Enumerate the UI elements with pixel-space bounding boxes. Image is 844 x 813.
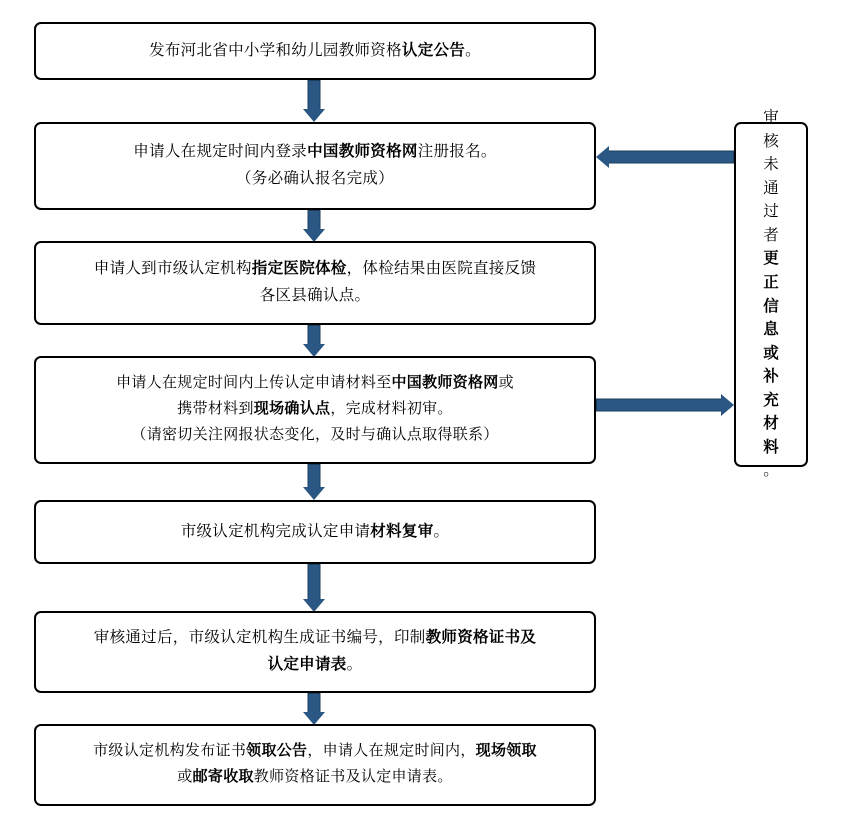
flow-node-rework: [734, 109, 808, 480]
rework-char: 材: [763, 415, 779, 433]
rework-char: 正: [763, 273, 779, 291]
flow-node-step4-line3: （请密切关注网报状态变化，及时与确认点取得联系）: [131, 426, 499, 443]
flow-node-step4: [34, 356, 596, 464]
arrow-head-down-icon: [303, 109, 325, 122]
rework-char: 通: [763, 179, 779, 197]
flow-node-step5-line1: 市级认定机构完成认定申请材料复审。: [180, 522, 450, 540]
flow-node-step1: [34, 22, 596, 80]
connector-rework-step2: [596, 142, 734, 172]
flow-node-step7-line2: 或邮寄收取教师资格证书及认定申请表。: [177, 769, 453, 785]
flow-node-step3-line2: 各区县确认点。: [259, 287, 371, 304]
arrow-head-right-icon: [721, 394, 734, 416]
connector-shaft: [308, 325, 321, 345]
rework-char: 息: [763, 321, 779, 339]
flow-node-step4-line1: 申请人在规定时间内上传认定申请材料至中国教师资格网或: [116, 375, 514, 392]
flow-node-step2-line1: 申请人在规定时间内登录中国教师资格网注册报名。: [133, 143, 497, 161]
rework-char: 审: [763, 109, 779, 127]
flow-node-step3: [34, 241, 596, 325]
rework-char: 更: [763, 250, 779, 268]
connector-step2-step3: [299, 210, 329, 242]
rework-char: 。: [763, 462, 779, 480]
connector-shaft: [308, 80, 321, 110]
flow-node-step7-line1: 市级认定机构发布证书领取公告，申请人在规定时间内，现场领取: [93, 743, 537, 760]
rework-char: 过: [763, 203, 779, 221]
connector-shaft: [608, 151, 734, 164]
connector-step4-step5: [299, 464, 329, 500]
flow-node-step2: [34, 122, 596, 210]
arrow-head-down-icon: [303, 487, 325, 500]
rework-char: 补: [763, 368, 779, 386]
rework-char: 或: [763, 344, 779, 362]
flow-node-step5: [34, 500, 596, 564]
flow-node-step1-line1: 发布河北省中小学和幼儿园教师资格认定公告。: [149, 41, 481, 59]
connector-step5-step6: [299, 564, 329, 612]
rework-char: 料: [763, 438, 779, 456]
rework-char: 核: [763, 132, 779, 150]
rework-char: 信: [763, 297, 779, 315]
connector-shaft: [308, 210, 321, 230]
connector-shaft: [596, 399, 722, 412]
connector-shaft: [308, 693, 321, 713]
connector-step3-step4: [299, 325, 329, 357]
flow-node-step2-line2: （务必确认报名完成）: [235, 170, 394, 187]
rework-char: 者: [763, 226, 779, 244]
flow-node-step6-line1: 审核通过后，市级认定机构生成证书编号，印制教师资格证书及: [93, 629, 537, 647]
connector-shaft: [308, 464, 321, 488]
connector-shaft: [308, 564, 321, 600]
rework-char: 充: [763, 391, 779, 409]
connector-step6-step7: [299, 693, 329, 725]
flow-node-step3-line1: 申请人到市级认定机构指定医院体检，体检结果由医院直接反馈: [93, 260, 537, 278]
flow-node-step4-line2: 携带材料到现场确认点，完成材料初审。: [177, 401, 453, 418]
flow-node-step7: [34, 724, 596, 806]
flow-node-step6: [34, 611, 596, 693]
connector-step4-rework: [596, 390, 734, 420]
arrow-head-left-icon: [596, 146, 609, 168]
connector-step1-step2: [299, 80, 329, 122]
flow-node-step6-line2: 认定申请表。: [267, 656, 363, 673]
rework-char: 未: [763, 156, 779, 174]
